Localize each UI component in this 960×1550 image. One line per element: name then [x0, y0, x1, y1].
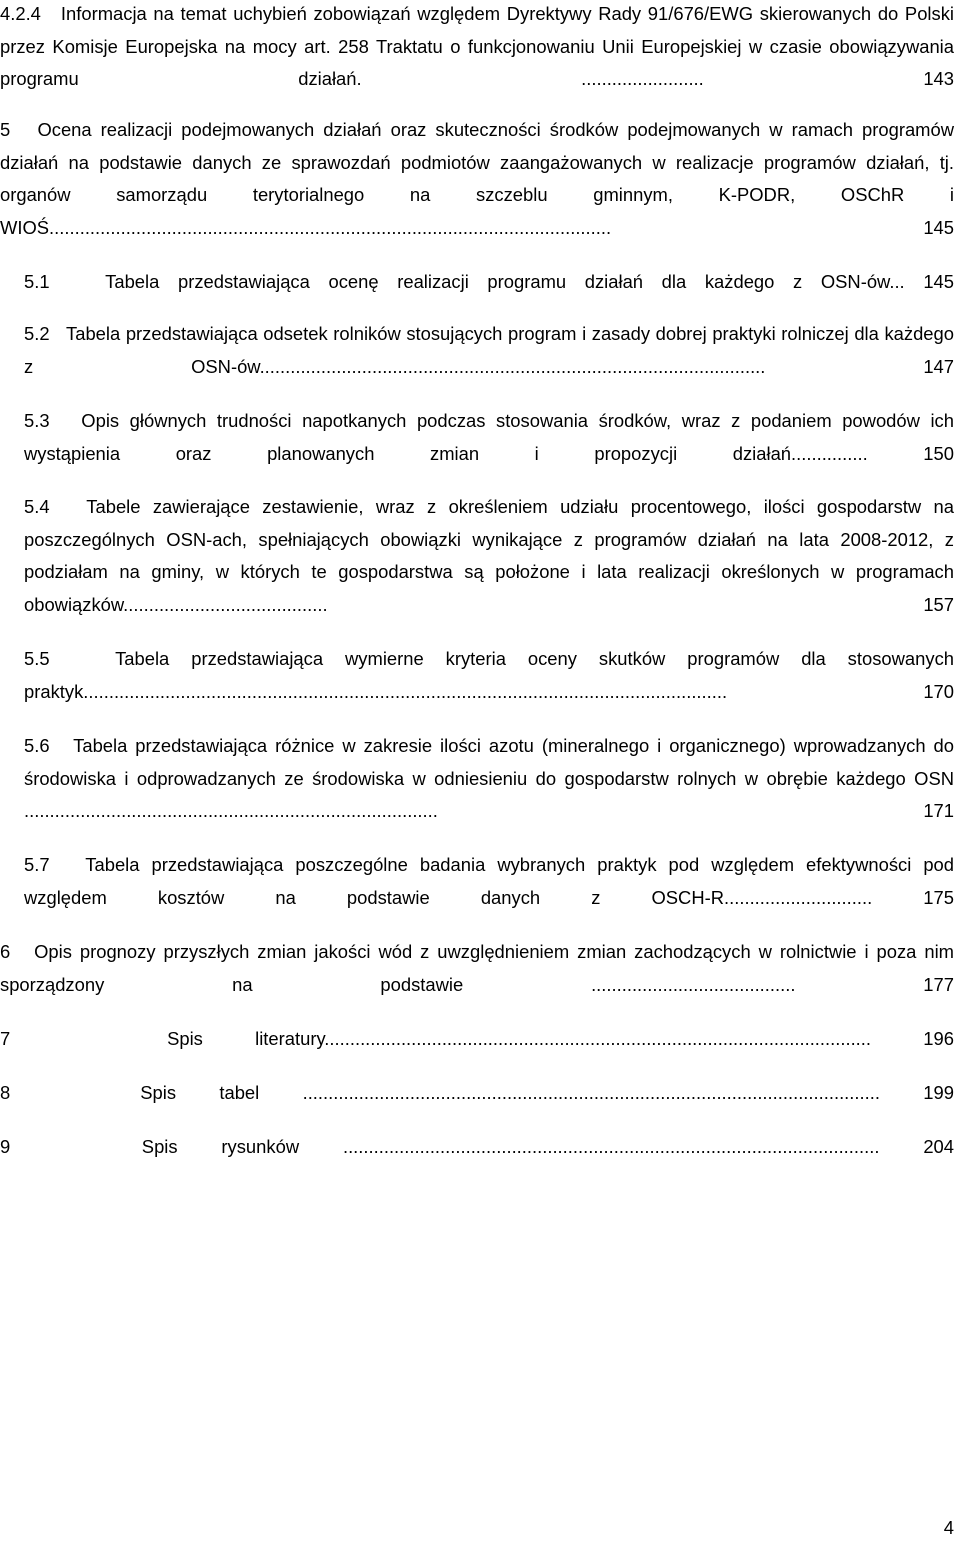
- toc-entry-page: 170: [923, 680, 954, 702]
- toc-entry-7[interactable]: [0, 1023, 954, 1056]
- toc-entry-5-2[interactable]: [24, 318, 954, 383]
- toc-entry-number: 8: [0, 1082, 11, 1103]
- toc-entry-page: 147: [923, 355, 954, 377]
- toc-entry-title: Tabela przedstawiająca ocenę realizacji programu działań dla każdego z OSN-ów: [105, 271, 890, 292]
- toc-entry-number: 5: [0, 119, 11, 140]
- toc-entry-number: 9: [0, 1136, 11, 1157]
- toc-entry-title: Tabela przedstawiająca wymierne kryteria oceny skutków programów dla stosowanych praktyk: [24, 648, 954, 702]
- toc-entry-leader: ..............................................................................................................................: [83, 680, 728, 702]
- toc-entry-5-7[interactable]: [24, 849, 954, 914]
- toc-entry-number: 6: [0, 941, 11, 962]
- toc-entry-title: Tabela przedstawiająca różnice w zakresie ilości azotu (mineralnego i organicznego) wprowadzanych do środowiska i odprowadzanych ze środowiska w odniesieniu do gospodarstw rolnych w obrębie każdego OSN: [24, 735, 954, 789]
- toc-entry-5-4[interactable]: [24, 491, 954, 621]
- toc-entry-page: 157: [923, 593, 954, 615]
- toc-entry-leader: ..............................................................................................................: [49, 216, 612, 238]
- page-number: 4: [943, 1517, 954, 1538]
- toc-entry-5-1[interactable]: [24, 266, 954, 299]
- toc-entry-title: Tabele zawierające zestawienie, wraz z określeniem udziału procentowego, ilości gospodarstw na poszczególnych OSN-ach, spełniających obowiązki wynikające z programów działań na lata 2008-2012, z podziałam na gminy, w których te gospodarstwa są położone i lata realizacji określonych w programach obowiązków: [24, 496, 954, 615]
- toc-entry-title: Ocena realizacji podejmowanych działań oraz skuteczności środków podejmowanych w ramach programów działań na podstawie danych ze sprawozdań podmiotów zaangażowanych w realizacje programów działań, tj. organów samorządu terytorialnego na szczeblu gminnym, K-PODR, OSChR i WIOŚ: [0, 119, 954, 238]
- toc-entry-title: Spis literatury: [167, 1028, 325, 1049]
- toc-entry-number: 7: [0, 1028, 11, 1049]
- toc-entry-leader: ...............: [791, 442, 868, 464]
- toc-entry-page: 199: [923, 1082, 954, 1103]
- toc-entry-number: 5.1: [24, 271, 50, 292]
- toc-entry-leader: ........................: [581, 68, 704, 89]
- toc-entry-number: 5.6: [24, 735, 50, 756]
- toc-entry-title: Spis rysunków: [141, 1136, 343, 1157]
- toc-entry-leader: ...: [889, 271, 905, 292]
- toc-entry-title: Spis tabel: [140, 1082, 303, 1103]
- toc-entry-6[interactable]: [0, 936, 954, 1001]
- toc-entry-number: 5.4: [24, 496, 50, 517]
- toc-entry-5[interactable]: [0, 114, 954, 244]
- toc-entry-leader: .................................................................................: [24, 800, 438, 821]
- toc-entry-title: Opis prognozy przyszłych zmian jakości wód z uwzględnieniem zmian zachodzących w rolnictwie i poza nim sporządzony na podstawie: [0, 941, 954, 995]
- toc-entry-number: 5.7: [24, 854, 50, 875]
- toc-entry-page: 143: [923, 68, 954, 89]
- toc-entry-page: 171: [923, 800, 954, 821]
- toc-entry-leader: .........................................................................................................: [342, 1136, 880, 1157]
- toc-entry-page: 175: [923, 886, 954, 908]
- toc-entry-4-2-4[interactable]: [0, 0, 954, 96]
- toc-entry-leader: ...........................................................................................................: [324, 1028, 872, 1049]
- toc-entry-5-5[interactable]: [24, 643, 954, 708]
- toc-entry-page: 196: [923, 1028, 954, 1049]
- toc-entry-number: 5.3: [24, 410, 50, 431]
- toc-entry-number: 4.2.4: [0, 3, 41, 24]
- toc-entry-leader: .................................................................................................................: [302, 1082, 880, 1103]
- toc-entry-title: Informacja na temat uchybień zobowiązań względem Dyrektywy Rady 91/676/EWG skierowanych do Polski przez Komisje Europejska na mocy art. 258 Traktatu o funkcjonowaniu Unii Europejskiej w czasie obowiązywania programu działań.: [0, 3, 954, 89]
- toc-entry-leader: ........................................: [591, 973, 796, 995]
- toc-entry-leader: .............................: [724, 886, 873, 908]
- toc-entry-number: 5.2: [24, 323, 50, 344]
- toc-entry-5-6[interactable]: [24, 730, 954, 828]
- toc-entry-9[interactable]: [0, 1131, 954, 1164]
- toc-entry-leader: ...................................................................................................: [259, 355, 766, 377]
- toc-entry-8[interactable]: [0, 1077, 954, 1110]
- toc-entry-title: Tabela przedstawiająca poszczególne badania wybranych praktyk pod względem efektywności pod względem kosztów na podstawie danych z OSCH-R: [24, 854, 955, 908]
- toc-entry-leader: ........................................: [123, 593, 328, 615]
- toc-entry-number: 5.5: [24, 648, 50, 669]
- toc-entry-page: 177: [923, 973, 954, 995]
- toc-entry-page: 204: [923, 1136, 954, 1157]
- toc-entry-title: Opis głównych trudności napotkanych podczas stosowania środków, wraz z podaniem powodów ich wystąpienia oraz planowanych zmian i propozycji działań: [24, 410, 954, 464]
- toc-entry-title: Tabela przedstawiająca odsetek rolników stosujących program i zasady dobrej praktyki rolniczej dla każdego z OSN-ów: [24, 323, 954, 377]
- toc-entry-page: 145: [923, 216, 954, 238]
- toc-entry-page: 145: [923, 271, 954, 292]
- toc-entry-5-3[interactable]: [24, 405, 954, 470]
- toc-entry-page: 150: [923, 442, 954, 464]
